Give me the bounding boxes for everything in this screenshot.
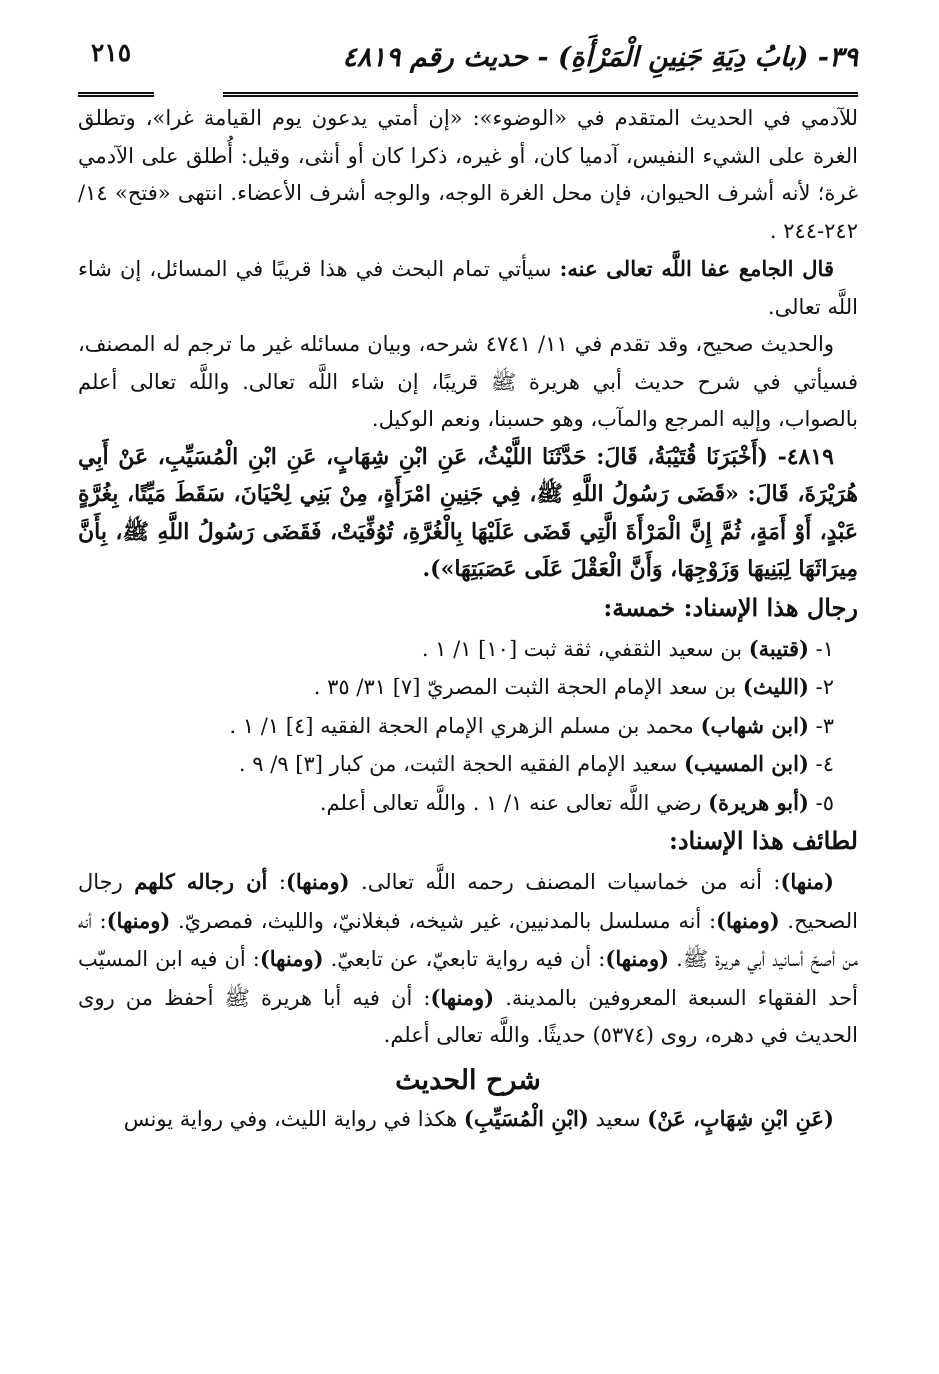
bold-term: (ومنها) [430,984,495,1010]
paragraph-text: : أنه من خماسيات المصنف رحمه اللَّه تعالى. [349,870,781,894]
bold-term: (منها) [780,869,834,894]
chapter-title: ٣٩- (بابُ دِيَةِ جَنِينِ الْمَرْأَةِ) - حديث رقم ٤٨١٩ [342,42,858,73]
paragraph-text: سيأتي تمام البحث في هذا قريبًا في المسائل، إن شاء اللَّه تعالى. [78,257,858,319]
narrators-heading: رجال هذا الإسناد: خمسة: [603,592,858,622]
paragraph-text: رجال الصحيح. [78,870,859,933]
item-number: ٤- [815,752,834,776]
page [78,38,858,1138]
narrators-list [78,630,858,823]
paragraph-text: : أنه من أصحّ أسانيد أبي هريرة ﷺ. [78,908,859,971]
list-item [78,630,858,669]
lataif-heading: لطائف هذا الإسناد: [668,826,858,855]
bold-term: (ومنها) [285,869,350,894]
bold-term: أن رجاله كلهم [134,869,268,894]
item-number: ٥- [815,790,834,815]
paragraph-text: : أن فيه أبا هريرة ﷺ أحفظ من روى الحديث في دهره، روى (٥٣٧٤) حديثًا. واللَّه تعالى أعلم. [78,985,858,1047]
item-number: ٣- [815,713,834,738]
bold-term: (ومنها) [605,946,670,971]
list-item [78,745,858,784]
narrator-desc: محمد بن مسلم الزهري الإمام الحجة الفقيه [٤] ١/ ١ . [229,713,701,738]
bold-term: (ابْنِ الْمُسَيِّبِ) [463,1105,589,1131]
narrator-desc: سعيد الإمام الفقيه الحجة الثبت، من كبار [٣] ٩/ ٩ . [238,752,684,776]
bold-lead: قال الجامع عفا اللَّه تعالى عنه: [559,256,834,281]
paragraph: للآدمي في الحديث المتقدم في «الوضوء»: «إن أمتي يدعون يوم القيامة غرا»، وتطلق الغرة على الشيء النفيس، آدميا كان، أو غيره، ذكرا كان أو أنثى، وقيل: أُطلق على الآدمي غرة؛ لأنه أشرف الحيوان، فإن محل الغرة الوجه، والوجه أشرف الأعضاء. انتهى «فتح» ١٤/ ٢٤٢-٢٤٤ . [78,106,858,243]
item-number: ٢- [815,675,834,699]
paragraph [78,250,858,326]
paragraph-text: : أنه مسلسل بالمدنيين، غير شيخه، فبغلانيّ، والليث، فمصريّ. [170,908,717,933]
sharh-paragraph [78,1100,858,1139]
paragraph-text: : أن فيه رواية تابعيّ، عن تابعيّ. [323,947,606,971]
narrator-name: (قتيبة) [748,635,809,661]
narrator-desc: بن سعد الإمام الحجة الثبت المصريّ [٧] ٣١/ ٣٥ . [313,675,743,699]
narrator-name: (أبو هريرة) [708,789,809,815]
running-header [78,38,858,100]
header-rule [223,92,858,97]
sharh-title: شرح الحديث [395,1064,541,1096]
bold-term: (عَنِ ابْنِ شِهَابٍ، عَنْ) [647,1105,834,1131]
paragraph-text: هكذا في رواية الليث، وفي رواية يونس [123,1106,464,1131]
bold-term: (ومنها) [106,907,171,933]
list-item [78,784,858,823]
list-item [78,707,858,746]
narrator-name: (ابن شهاب) [700,712,809,738]
header-rule [78,92,154,97]
list-item [78,668,858,707]
paragraph: والحديث صحيح، وقد تقدم في ١١/ ٤٧٤١ شرحه، وبيان مسائله غير ما ترجم له المصنف، فسيأتي في شرح حديث أبي هريرة ﷺ قريبًا، إن شاء اللَّه تعالى. واللَّه تعالى أعلم بالصواب، وإليه المرجع والمآب، وهو حسبنا، ونعم الوكيل. [78,332,858,431]
narrator-desc: بن سعيد الثقفي، ثقة ثبت [١٠] ١/ ١ . [421,636,749,661]
item-number: ١- [815,636,834,661]
hadith-text: ٤٨١٩- (أَخْبَرَنَا قُتَيْبَةُ، قَالَ: حَدَّثَنَا اللَّيْثُ، عَنِ ابْنِ شِهَابٍ، عَنِ ابْنِ الْمُسَيِّبِ، عَنْ أَبِي هُرَيْرَةَ، قَالَ: «قَضَى رَسُولُ اللَّهِ ﷺ، فِي جَنِينِ امْرَأَةٍ، مِنْ بَنِي لِحْيَانَ، سَقَطَ مَيِّتًا، بِغُرَّةٍ عَبْدٍ، أَوْ أَمَةٍ، ثُمَّ إِنَّ الْمَرْأَةَ الَّتِي قَضَى عَلَيْهَا بِالْغُرَّةِ، تُوُفِّيَتْ، فَقَضَى رَسُولُ اللَّهِ ﷺ، بِأَنَّ مِيرَاثَهَا لِبَنِيهَا وَزَوْجِهَا، وَأَنَّ الْعَقْلَ عَلَى عَصَبَتِهَا»). [78,443,858,582]
paragraph-text: : أن فيه ابن المسيّب أحد الفقهاء السبعة المعروفين بالمدينة. [78,947,858,1010]
paragraph-text: سعيد [588,1106,648,1131]
lataif-paragraph [78,863,858,1055]
narrator-name: (ابن المسيب) [684,751,809,776]
bold-term: (ومنها) [716,907,780,933]
narrator-name: (الليث) [742,674,809,699]
narrator-desc: رضي اللَّه تعالى عنه ١/ ١ . واللَّه تعالى أعلم. [319,790,709,815]
paragraph-text: : [267,870,286,894]
bold-term: (ومنها) [259,946,324,971]
page-number: ٢١٥ [78,38,144,67]
